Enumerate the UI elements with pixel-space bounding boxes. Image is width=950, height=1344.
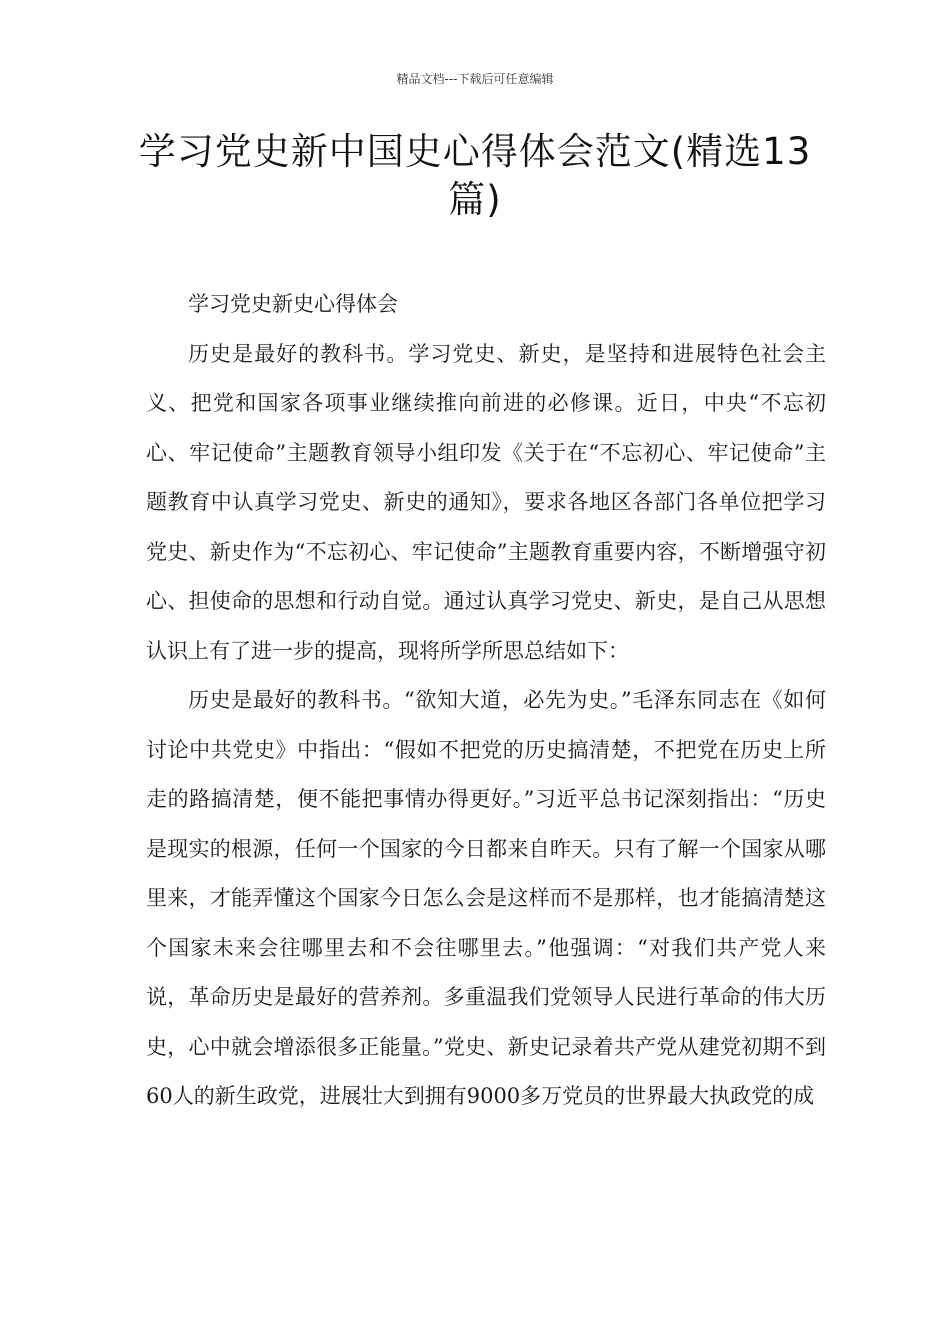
document-title: 学习党史新中国史心得体会范文(精选13篇) xyxy=(138,130,812,221)
section-subheading: 学习党史新史心得体会 xyxy=(188,292,398,316)
paragraph-2: 历史是最好的教科书。“欲知大道，必先为史。”毛泽东同志在《如何讨论中共党史》中指出：“假如不把党的历史搞清楚，不把党在历史上所走的路搞清楚，便不能把事情办得更好。”习近平总书记深刻指出：“历史是现实的根源，任何一个国家的今日都来自昨天。只有了解一个国家从哪里来，才能弄懂这个国家今日怎么会是这样而不是那样，也才能搞清楚这个国家未来会往哪里去和不会往哪里去。”他强调：“对我们共产党人来说，革命历史是最好的营养剂。多重温我们党领导人民进行革命的伟大历史，心中就会增添很多正能量。”党史、新史记录着共产党从建党初期不到60人的新生政党，进展壮大到拥有9000多万党员的世界最大执政党的成 xyxy=(146,688,826,1108)
document-body xyxy=(146,280,826,1122)
paragraph-1: 历史是最好的教科书。学习党史、新史，是坚持和进展特色社会主义、把党和国家各项事业继续推向前进的必修课。近日，中央“不忘初心、牢记使命”主题教育领导小组印发《关于在“不忘初心、牢记使命”主题教育中认真学习党史、新史的通知》，要求各地区各部门各单位把学习党史、新史作为“不忘初心、牢记使命”主题教育重要内容，不断增强守初心、担使命的思想和行动自觉。通过认真学习党史、新史，是自己从思想认识上有了进一步的提高，现将所学所思总结如下： xyxy=(146,341,826,663)
header-note: 精品文档---下载后可任意编辑 xyxy=(396,72,554,86)
